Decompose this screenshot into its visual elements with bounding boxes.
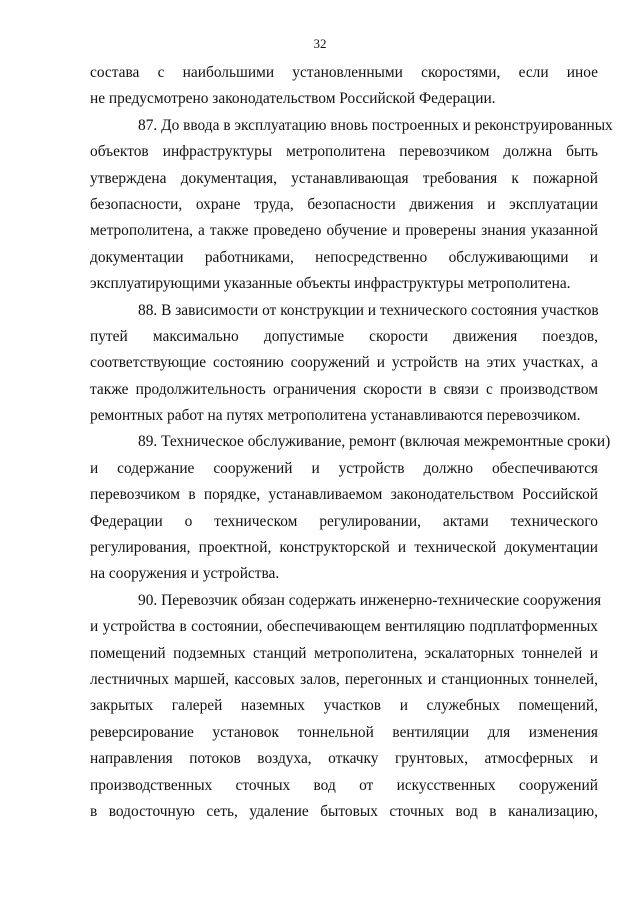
text-line: в водосточную сеть, удаление бытовых сточных вод в канализацию,	[90, 802, 598, 820]
text-line: 89. Техническое обслуживание, ремонт (включая межремонтные сроки)	[138, 433, 611, 451]
text-line: метрополитена, а также проведено обучение и проверены знания указанной	[90, 222, 598, 240]
text-line: помещений подземных станций метрополитена, эскалаторных тоннелей и	[90, 644, 598, 662]
paragraph-89	[90, 429, 611, 587]
text-line: реверсирование установок тоннельной вентиляции для изменения	[90, 723, 598, 741]
text-line: объектов инфраструктуры метрополитена перевозчиком должна быть	[90, 143, 598, 161]
text-line: эксплуатирующими указанные объекты инфраструктуры метрополитена.	[90, 275, 571, 293]
text-line: и содержание сооружений и устройств должно обеспечиваются	[90, 459, 598, 477]
text-line: не предусмотрено законодательством Российской Федерации.	[90, 90, 496, 108]
text-line: путей максимально допустимые скорости движения поездов,	[90, 327, 598, 345]
text-line: безопасности, охране труда, безопасности движения и эксплуатации	[90, 195, 598, 213]
text-line: также продолжительность ограничения скорости в связи с производством	[90, 380, 598, 398]
page-number: 32	[313, 36, 327, 51]
text-line: лестничных маршей, кассовых залов, перегонных и станционных тоннелей,	[90, 670, 598, 688]
paragraph-90	[90, 588, 602, 826]
text-line: производственных сточных вод от искусственных сооружений	[90, 776, 598, 794]
text-line: регулирования, проектной, конструкторской и технической документации	[90, 539, 598, 557]
paragraph-87	[90, 113, 613, 298]
text-line: документации работниками, непосредственно обслуживающими и	[90, 248, 598, 266]
text-line: закрытых галерей наземных участков и служебных помещений,	[90, 697, 598, 715]
text-line: ремонтных работ на путях метрополитена устанавливаются перевозчиком.	[90, 407, 581, 425]
text-line: Федерации о техническом регулировании, актами технического	[90, 512, 598, 530]
text-line: перевозчиком в порядке, устанавливаемом законодательством Российской	[90, 486, 598, 504]
text-line: состава с наибольшими установленными скоростями, если иное	[90, 64, 598, 81]
paragraph-88	[90, 298, 598, 430]
text-line: утверждена документация, устанавливающая требования к пожарной	[90, 169, 598, 187]
text-line: направления потоков воздуха, откачку грунтовых, атмосферных и	[90, 750, 598, 768]
text-line: 88. В зависимости от конструкции и технического состояния участков	[138, 301, 599, 319]
text-line: 90. Перевозчик обязан содержать инженерно-технические сооружения	[138, 591, 602, 609]
text-line: соответствующие состоянию сооружений и устройств на этих участках, а	[90, 354, 598, 372]
text-line: на сооружения и устройства.	[90, 565, 280, 583]
paragraph-continuation	[90, 60, 598, 113]
text-line: 87. До ввода в эксплуатацию вновь построенных и реконструированных	[138, 116, 613, 134]
text-line: и устройства в состоянии, обеспечивающем вентиляцию подплатформенных	[90, 618, 598, 636]
body-text	[90, 60, 613, 825]
